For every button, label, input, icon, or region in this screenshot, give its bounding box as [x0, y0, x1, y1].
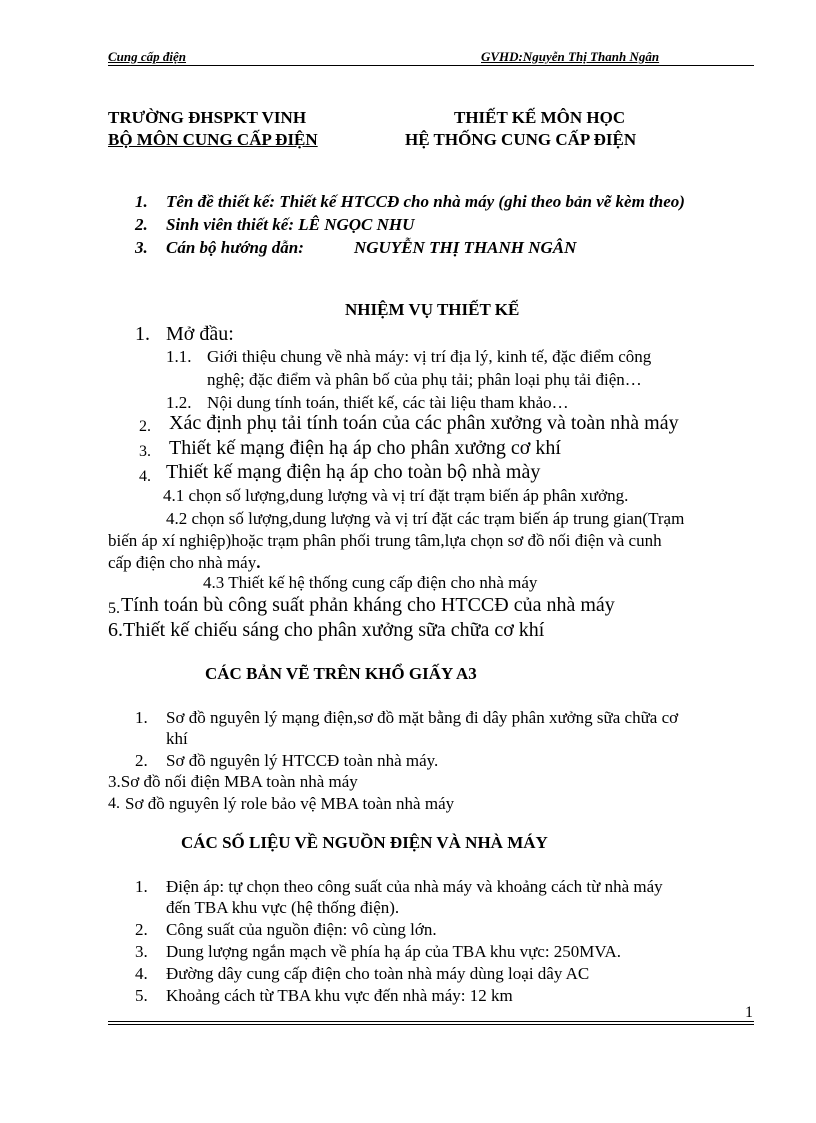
task-intro: Mở đầu:	[166, 323, 234, 345]
drawing-3: 3.Sơ đồ nối điện MBA toàn nhà máy	[108, 772, 358, 791]
tasks-heading: NHIỆM VỤ THIẾT KẾ	[345, 300, 520, 319]
task-sub-4-1: 4.1 chọn số lượng,dung lượng và vị trí đặt trạm biến áp phân xưởng.	[163, 486, 629, 505]
data-supply-line: Đường dây cung cấp điện cho toàn nhà máy dùng loại dây AC	[166, 964, 590, 983]
task-num-2: 2.	[139, 418, 151, 435]
info-num-3: 3.	[135, 238, 148, 257]
task-sub-1-2: Nội dung tính toán, thiết kế, các tài liệu tham khảo…	[207, 393, 569, 412]
task-num-3: 3.	[139, 443, 151, 460]
subject-title: HỆ THỐNG CUNG CẤP ĐIỆN	[405, 130, 637, 149]
task-sub-num-1-1: 1.1.	[166, 347, 192, 366]
task-sub-4-2-line3-period: .	[256, 553, 261, 572]
task-num-5: 5.	[108, 600, 120, 617]
data-distance: Khoảng cách từ TBA khu vực đến nhà máy: 12 km	[166, 986, 513, 1005]
data-source-power: Công suất của nguồn điện: vô cùng lớn.	[166, 920, 437, 939]
drawings-heading: CÁC BẢN VẼ TRÊN KHỔ GIẤY A3	[205, 664, 477, 683]
task-sub-4-2-line2: biến áp xí nghiệp)hoặc trạm phân phối trung tâm,lựa chọn sơ đồ nối điện và cunh	[108, 531, 662, 550]
task-reactive-compensation: Tính toán bù công suất phản kháng cho HTCCĐ của nhà máy	[121, 594, 615, 616]
drawing-4: Sơ đồ nguyên lý role bảo vệ MBA toàn nhà máy	[125, 794, 455, 813]
task-factory-network: Thiết kế mạng điện hạ áp cho toàn bộ nhà mày	[166, 461, 541, 483]
info-advisor-name: NGUYỄN THỊ THANH NGÂN	[354, 238, 577, 257]
info-num-2: 2.	[135, 215, 148, 234]
task-sub-4-3: 4.3 Thiết kế hệ thống cung cấp điện cho nhà máy	[203, 573, 538, 592]
header-rule	[108, 65, 754, 66]
drawing-num-4: 4.	[108, 795, 120, 812]
data-voltage-line2: đến TBA khu vực (hệ thống điện).	[166, 898, 400, 917]
data-num-1: 1.	[135, 877, 148, 896]
header-right: GVHD:Nguyễn Thị Thanh Ngân	[481, 49, 660, 64]
info-student: Sinh viên thiết kế: LÊ NGỌC NHU	[166, 215, 415, 234]
info-design-title: Tên đề thiết kế: Thiết kế HTCCĐ cho nhà máy (ghi theo bản vẽ kèm theo)	[166, 192, 685, 211]
drawing-num-2: 2.	[135, 751, 148, 770]
data-heading: CÁC SỐ LIỆU VỀ NGUỒN ĐIỆN VÀ NHÀ MÁY	[181, 833, 548, 852]
task-sub-1-1-line2: nghệ; đặc điểm và phân bố của phụ tải; phân loại phụ tải điện…	[207, 370, 642, 389]
task-sub-4-2-line3	[108, 553, 260, 573]
data-num-2: 2.	[135, 920, 148, 939]
task-sub-num-1-2: 1.2.	[166, 393, 192, 412]
department-name: BỘ MÔN CUNG CẤP ĐIỆN	[108, 130, 318, 149]
task-sub-4-2-line1: 4.2 chọn số lượng,dung lượng và vị trí đặt các trạm biến áp trung gian(Trạm	[166, 509, 685, 528]
drawing-1-line2: khí	[166, 729, 188, 748]
task-sub-1-1-line1: Giới thiệu chung về nhà máy: vị trí địa lý, kinh tế, đặc điểm công	[207, 347, 652, 366]
task-workshop-network: Thiết kế mạng điện hạ áp cho phân xưởng cơ khí	[169, 437, 561, 459]
page-number: 1	[745, 1004, 753, 1021]
task-num-4: 4.	[139, 468, 151, 485]
info-num-1: 1.	[135, 192, 148, 211]
school-name: TRƯỜNG ĐHSPKT VINH	[108, 108, 307, 127]
drawing-2: Sơ đồ nguyên lý HTCCĐ toàn nhà máy.	[166, 751, 439, 770]
data-num-3: 3.	[135, 942, 148, 961]
drawing-num-1: 1.	[135, 708, 148, 727]
data-num-5: 5.	[135, 986, 148, 1005]
task-sub-4-2-line3-text: cấp điện cho nhà máy	[108, 553, 257, 572]
info-advisor-label: Cán bộ hướng dẫn:	[166, 238, 304, 257]
footer-rule-bottom	[108, 1024, 754, 1025]
course-title: THIẾT KẾ MÔN HỌC	[454, 108, 626, 127]
data-num-4: 4.	[135, 964, 148, 983]
data-short-circuit: Dung lượng ngắn mạch về phía hạ áp của TBA khu vực: 250MVA.	[166, 942, 622, 961]
footer-rule-top	[108, 1021, 754, 1022]
header-left: Cung cấp điện	[108, 49, 187, 64]
task-lighting-design: 6.Thiết kế chiếu sáng cho phân xưởng sữa chữa cơ khí	[108, 619, 545, 641]
task-num-1: 1.	[135, 323, 150, 345]
task-load-calc: Xác định phụ tải tính toán của các phân xưởng và toàn nhà máy	[169, 412, 679, 434]
drawing-1-line1: Sơ đồ nguyên lý mạng điện,sơ đồ mặt bằng đi dây phân xưởng sữa chữa cơ	[166, 708, 679, 727]
data-voltage-line1: Điện áp: tự chọn theo công suất của nhà máy và khoảng cách từ nhà máy	[166, 877, 663, 896]
